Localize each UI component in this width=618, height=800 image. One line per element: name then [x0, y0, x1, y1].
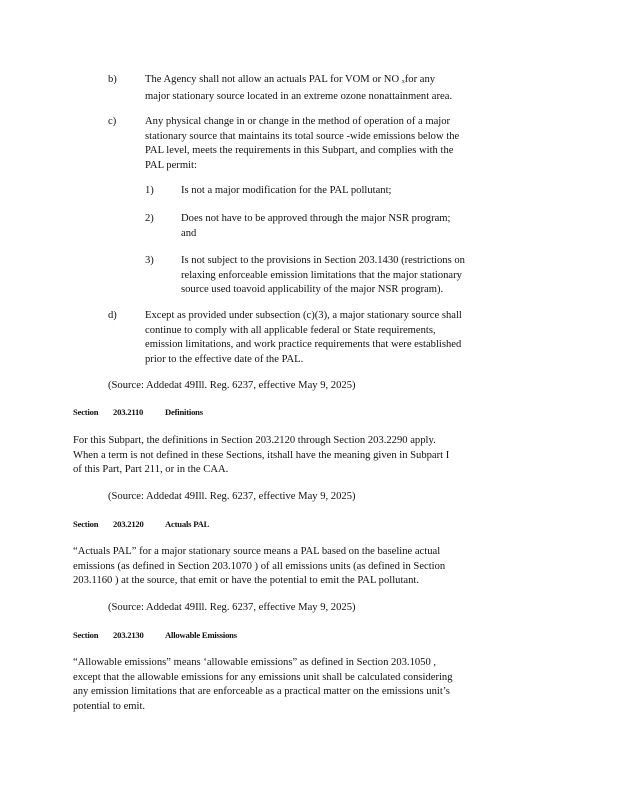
- subitem-2-text: [181, 212, 501, 241]
- subitem-3-text: [181, 254, 501, 298]
- text-line: “Allowable emissions” means ‘allowable emissions” as defined in Section 203.1050 ,: [73, 657, 437, 668]
- text-line: source used toavoid applicability of the major NSR program).: [181, 284, 444, 296]
- text-line: When a term is not defined in these Sections, itshall have the meaning given in Subpart I: [73, 449, 450, 461]
- item-b-text: [145, 73, 490, 104]
- section-number: 203.2130: [113, 630, 144, 640]
- text-line: emissions (as defined in Section 203.1070 ) of all emissions units (as defined in Section: [73, 560, 446, 572]
- source-note: (Source: Addedat 49Ill. Reg. 6237, effective May 9, 2025): [108, 380, 356, 391]
- section-word: Section: [73, 407, 99, 417]
- section-heading: [73, 519, 209, 529]
- section-number: 203.2120: [113, 519, 144, 529]
- section-body: [73, 434, 503, 478]
- item-d-text: [145, 309, 500, 367]
- text-line: prior to the effective date of the PAL.: [145, 353, 304, 365]
- text-line: 203.1160 ) at the source, that emit or have the potential to emit the PAL pollutant.: [73, 575, 419, 587]
- text-line: major stationary source located in an extreme ozone nonattainment area.: [145, 90, 453, 102]
- section-title: Allowable Emissions: [165, 630, 237, 640]
- subitem-1-text: [181, 184, 501, 199]
- text-line: potential to emit.: [73, 700, 146, 712]
- section-body: [73, 656, 503, 714]
- section-word: Section: [73, 519, 99, 529]
- text-line: PAL permit:: [145, 159, 197, 171]
- item-label-c: c): [108, 116, 117, 127]
- text-line: Does not have to be approved through the major NSR program;: [181, 213, 451, 224]
- text-line: relaxing enforceable emission limitations that the major stationary: [181, 269, 462, 281]
- section-title: Definitions: [165, 407, 203, 417]
- item-label-d: d): [108, 310, 117, 321]
- section-heading: [73, 630, 237, 640]
- text-line: Is not a major modification for the PAL pollutant;: [181, 185, 392, 196]
- text-line: For this Subpart, the definitions in Section 203.2120 through Section 203.2290 apply.: [73, 435, 436, 446]
- source-note: (Source: Addedat 49Ill. Reg. 6237, effective May 9, 2025): [108, 491, 356, 502]
- text-line: emission limitations, and work practice requirements that were established: [145, 339, 462, 351]
- section-heading: [73, 407, 203, 417]
- text-line: Except as provided under subsection (c)(3), a major stationary source shall: [145, 310, 462, 321]
- text-line: The Agency shall not allow an actuals PAL for VOM or NO $_x$for any: [145, 74, 436, 85]
- text-line: and: [181, 227, 197, 239]
- text-line: PAL level, meets the requirements in this Subpart, and complies with the: [145, 145, 454, 157]
- subitem-label-1: 1): [145, 185, 154, 196]
- text-line: Is not subject to the provisions in Section 203.1430 (restrictions on: [181, 255, 465, 266]
- subitem-label-3: 3): [145, 255, 154, 266]
- section-word: Section: [73, 630, 99, 640]
- section-title: Actuals PAL: [165, 519, 210, 529]
- item-label-b: b): [108, 74, 117, 85]
- text-line: stationary source that maintains its total source -wide emissions below the: [145, 130, 460, 142]
- source-note: (Source: Addedat 49Ill. Reg. 6237, effective May 9, 2025): [108, 602, 356, 613]
- text-line: continue to comply with all applicable federal or State requirements,: [145, 324, 436, 336]
- text-line: of this Part, Part 211, or in the CAA.: [73, 464, 229, 476]
- text-line: except that the allowable emissions for any emissions unit shall be calculated considering: [73, 671, 453, 683]
- text-line: “Actuals PAL” for a major stationary source means a PAL based on the baseline actual: [73, 546, 441, 557]
- item-c-text: [145, 115, 500, 173]
- section-number: 203.2110: [113, 407, 144, 417]
- text-line: Any physical change in or change in the method of operation of a major: [145, 116, 451, 127]
- subitem-label-2: 2): [145, 213, 154, 224]
- text-line: any emission limitations that are enforceable as a practical matter on the emissions unit’s: [73, 686, 450, 698]
- section-body: [73, 545, 503, 589]
